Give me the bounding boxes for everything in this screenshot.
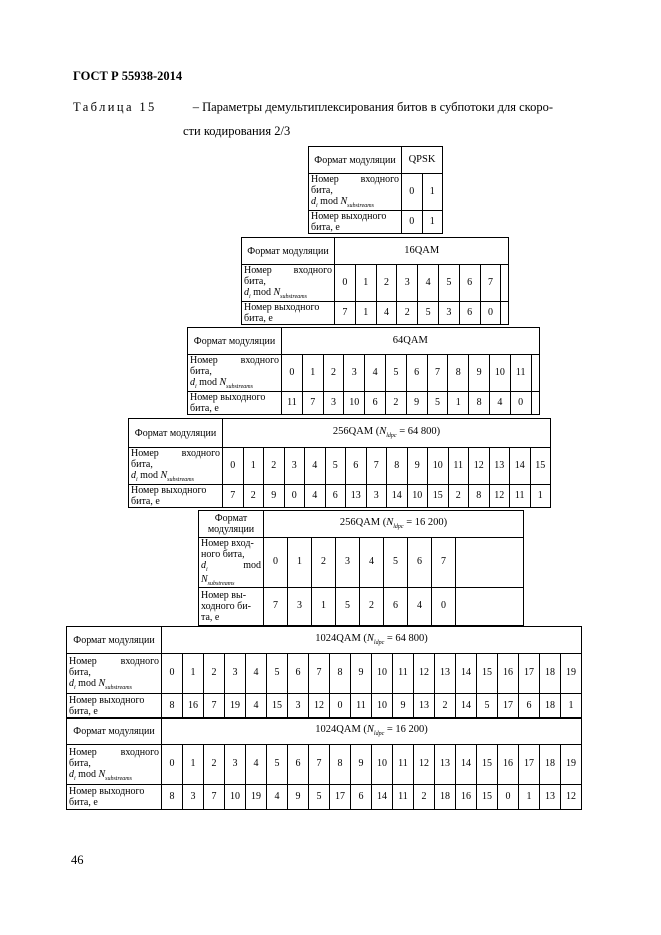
- modulation-title: 64QAM: [282, 328, 540, 355]
- output-bit-cell: 0: [284, 485, 305, 508]
- title-n-symbol: N: [366, 724, 374, 736]
- input-bit-cell: 5: [385, 355, 406, 392]
- input-bit-cell: 15: [530, 448, 551, 485]
- input-label-line2: бита,: [190, 366, 212, 378]
- empty-cell: [456, 538, 524, 588]
- modulation-title: [223, 419, 551, 448]
- title-text: 256QAM (: [332, 426, 380, 438]
- empty-cell: [501, 302, 509, 325]
- output-bit-cell: 12: [489, 485, 510, 508]
- table-caption: [73, 100, 593, 115]
- output-bit-cell: 4: [376, 302, 397, 325]
- caption-text-line1: – Параметры демультиплексирования битов в субпотоки для скоро-: [192, 100, 554, 114]
- output-bit-cell: 18: [540, 694, 561, 719]
- output-bit-cell: 2: [360, 588, 384, 626]
- input-bit-cell: 4: [246, 745, 267, 785]
- input-bit-label: [67, 745, 162, 785]
- title-value: = 64 800): [384, 633, 428, 645]
- output-bit-cell: 8: [162, 785, 183, 810]
- symbol-n: N: [98, 768, 106, 780]
- input-bit-label: [242, 265, 335, 302]
- input-label-line3: [201, 560, 261, 574]
- input-bit-cell: 3: [344, 355, 365, 392]
- output-bit-cell: 13: [414, 694, 435, 719]
- input-label-line2: бита,: [311, 185, 333, 197]
- demux-table-1024QAM-64800: [66, 626, 582, 719]
- output-bit-cell: 19: [246, 785, 267, 810]
- symbol-d: d: [244, 287, 249, 299]
- title-ldpc-subscript: ldpc: [373, 640, 385, 647]
- input-bit-cell: 7: [309, 654, 330, 694]
- empty-cell: [456, 588, 524, 626]
- output-bit-cell: 2: [397, 302, 418, 325]
- input-bit-cell: 1: [355, 265, 376, 302]
- substreams-subscript: substreams: [280, 294, 307, 301]
- output-bit-cell: 11: [351, 694, 372, 719]
- input-bit-label: [309, 174, 402, 211]
- input-bit-cell: 0: [223, 448, 244, 485]
- output-bit-cell: 2: [243, 485, 264, 508]
- output-bit-cell: 0: [510, 392, 531, 415]
- input-bit-cell: 13: [489, 448, 510, 485]
- output-bit-cell: 6: [519, 694, 540, 719]
- input-bit-cell: 3: [336, 538, 360, 588]
- input-label-line1: Номер входного: [131, 448, 220, 460]
- input-bit-cell: 1: [288, 538, 312, 588]
- output-bit-cell: 14: [372, 785, 393, 810]
- output-bit-cell: 5: [309, 785, 330, 810]
- output-bit-cell: 9: [288, 785, 309, 810]
- substreams-subscript: substreams: [347, 203, 374, 210]
- output-bit-cell: 0: [432, 588, 456, 626]
- symbol-d: d: [190, 377, 195, 389]
- output-bit-cell: 1: [448, 392, 469, 415]
- substreams-subscript: substreams: [105, 684, 132, 691]
- input-bit-cell: 7: [309, 745, 330, 785]
- symbol-i: i: [74, 684, 76, 691]
- output-bit-cell: 1: [355, 302, 376, 325]
- input-bit-cell: 6: [288, 654, 309, 694]
- output-bit-cell: 1: [519, 785, 540, 810]
- format-label: Формат модуляции: [309, 147, 402, 174]
- output-bit-cell: 12: [561, 785, 582, 810]
- symbol-n: N: [160, 470, 168, 482]
- input-label-line1: Номер входного: [190, 355, 279, 367]
- output-bit-cell: 17: [498, 694, 519, 719]
- output-bit-cell: 8: [469, 392, 490, 415]
- symbol-d: d: [311, 196, 316, 208]
- input-bit-cell: 12: [414, 745, 435, 785]
- input-bit-cell: 6: [406, 355, 427, 392]
- input-bit-cell: 15: [477, 745, 498, 785]
- input-bit-cell: 8: [387, 448, 408, 485]
- input-bit-cell: 5: [267, 745, 288, 785]
- mod-text: mod: [137, 470, 161, 482]
- input-label-line3: [311, 196, 399, 210]
- mod-text: mod: [317, 196, 341, 208]
- symbol-i: i: [316, 203, 318, 210]
- input-bit-cell: 7: [432, 538, 456, 588]
- title-text: 1024QAM (: [315, 633, 367, 645]
- title-ldpc-subscript: ldpc: [373, 731, 385, 738]
- input-bit-label: [188, 355, 282, 392]
- format-label: Формат модуляции: [199, 511, 264, 538]
- input-label-line3: [69, 678, 159, 692]
- output-bit-cell: 15: [477, 785, 498, 810]
- input-bit-cell: 7: [427, 355, 448, 392]
- input-bit-cell: 18: [540, 654, 561, 694]
- input-label-line2: бита,: [244, 276, 266, 288]
- input-bit-cell: 14: [456, 745, 477, 785]
- input-bit-cell: 12: [469, 448, 490, 485]
- input-bit-cell: 0: [162, 654, 183, 694]
- output-bit-cell: 5: [427, 392, 448, 415]
- title-ldpc-subscript: ldpc: [386, 433, 397, 440]
- output-bit-cell: 3: [288, 694, 309, 719]
- mod-text: mod: [250, 287, 274, 299]
- input-bit-cell: 10: [372, 745, 393, 785]
- demux-table-16QAM: [241, 237, 509, 325]
- output-bit-cell: 4: [489, 392, 510, 415]
- output-bit-cell: 0: [402, 211, 423, 234]
- input-label-line3: [190, 377, 279, 391]
- input-bit-cell: 14: [510, 448, 531, 485]
- input-bit-cell: 9: [407, 448, 428, 485]
- input-bit-cell: 11: [393, 654, 414, 694]
- output-bit-cell: 5: [336, 588, 360, 626]
- modulation-title: [264, 511, 524, 538]
- output-bit-cell: 17: [330, 785, 351, 810]
- output-bit-cell: 9: [406, 392, 427, 415]
- input-bit-cell: 18: [540, 745, 561, 785]
- output-bit-cell: 4: [267, 785, 288, 810]
- input-bit-cell: 10: [372, 654, 393, 694]
- input-bit-cell: 6: [288, 745, 309, 785]
- symbol-n: N: [219, 377, 227, 389]
- symbol-d: d: [69, 768, 74, 780]
- title-value: = 64 800): [396, 426, 441, 438]
- input-label-line2: бита,: [69, 757, 91, 769]
- input-bit-cell: 16: [498, 745, 519, 785]
- standard-header: ГОСТ Р 55938-2014: [73, 69, 183, 83]
- output-bit-cell: 1: [561, 694, 582, 719]
- format-label: Формат модуляции: [188, 328, 282, 355]
- input-bit-cell: 17: [519, 745, 540, 785]
- output-bit-cell: 3: [366, 485, 387, 508]
- output-bit-cell: 15: [428, 485, 449, 508]
- output-bit-cell: 7: [223, 485, 244, 508]
- input-bit-cell: 2: [312, 538, 336, 588]
- title-n-symbol: N: [386, 517, 394, 529]
- output-bit-cell: 11: [510, 485, 531, 508]
- input-label-line1: Номер вход-: [201, 538, 254, 549]
- input-bit-cell: 0: [264, 538, 288, 588]
- input-bit-cell: 9: [351, 654, 372, 694]
- input-bit-cell: 5: [325, 448, 346, 485]
- modulation-title: [162, 627, 582, 654]
- symbol-n: N: [98, 677, 106, 689]
- substreams-subscript: substreams: [167, 477, 194, 484]
- input-bit-cell: 13: [435, 654, 456, 694]
- output-bit-cell: 0: [330, 694, 351, 719]
- symbol-i: i: [136, 477, 138, 484]
- output-label-line1: Номер вы-: [201, 590, 247, 602]
- output-bit-cell: 13: [346, 485, 367, 508]
- input-bit-cell: 3: [397, 265, 418, 302]
- title-value: = 16 200): [384, 724, 428, 736]
- input-bit-cell: 5: [384, 538, 408, 588]
- input-bit-cell: 3: [225, 654, 246, 694]
- input-bit-label: [67, 654, 162, 694]
- symbol-d: d: [201, 560, 206, 571]
- input-bit-cell: 9: [351, 745, 372, 785]
- input-bit-cell: 4: [305, 448, 326, 485]
- input-bit-cell: 8: [330, 654, 351, 694]
- output-bit-cell: 6: [325, 485, 346, 508]
- input-bit-cell: 0: [402, 174, 423, 211]
- substreams-subscript: substreams: [105, 775, 132, 782]
- input-bit-cell: 8: [330, 745, 351, 785]
- title-n-symbol: N: [366, 633, 374, 645]
- output-bit-cell: 5: [477, 694, 498, 719]
- symbol-i: i: [195, 384, 197, 391]
- title-value: = 16 200): [403, 517, 448, 529]
- input-bit-cell: 1: [183, 654, 204, 694]
- substreams-subscript: substreams: [207, 580, 235, 587]
- input-bit-cell: 1: [422, 174, 443, 211]
- input-bit-cell: 0: [162, 745, 183, 785]
- modulation-title: [162, 718, 582, 745]
- output-bit-cell: 2: [414, 785, 435, 810]
- input-bit-cell: 6: [408, 538, 432, 588]
- output-bit-cell: 14: [387, 485, 408, 508]
- title-n-symbol: N: [379, 426, 387, 438]
- output-bit-cell: 14: [456, 694, 477, 719]
- caption-label: Таблица 15: [73, 100, 157, 114]
- output-label-line2: ходного би-: [201, 601, 251, 613]
- output-bit-label: [199, 588, 264, 626]
- symbol-n: N: [340, 196, 348, 208]
- input-label-line3: [69, 769, 159, 783]
- output-bit-label: Номер выходного бита, e: [67, 785, 162, 810]
- output-bit-label: Номер выходного бита, e: [188, 392, 282, 415]
- mod-text: mod: [243, 560, 261, 571]
- output-bit-cell: 7: [204, 694, 225, 719]
- input-label-line1: Номер входного: [311, 174, 399, 186]
- title-text: 1024QAM (: [315, 724, 367, 736]
- input-bit-cell: 19: [561, 745, 582, 785]
- input-label-line2: бита,: [131, 459, 153, 471]
- output-bit-cell: 0: [480, 302, 501, 325]
- demux-table-64QAM: [187, 327, 540, 415]
- demux-table-QPSK: [308, 146, 443, 234]
- empty-cell: [501, 265, 509, 302]
- input-bit-cell: 17: [519, 654, 540, 694]
- output-bit-cell: 10: [407, 485, 428, 508]
- output-bit-cell: 1: [422, 211, 443, 234]
- input-bit-cell: 2: [376, 265, 397, 302]
- output-bit-cell: 6: [351, 785, 372, 810]
- demux-table-256QAM-16200: [198, 510, 524, 626]
- input-bit-cell: 0: [282, 355, 303, 392]
- page-number: 46: [71, 853, 84, 867]
- output-bit-label: Номер выходного бита, e: [309, 211, 402, 234]
- output-bit-cell: 2: [435, 694, 456, 719]
- input-label-line2: ного бита,: [201, 549, 245, 560]
- output-label-line3: та, е: [201, 612, 220, 624]
- input-bit-cell: 16: [498, 654, 519, 694]
- format-label: Формат модуляции: [67, 627, 162, 654]
- input-label-line1: Номер входного: [69, 746, 159, 758]
- symbol-d: d: [131, 470, 136, 482]
- output-bit-cell: 8: [162, 694, 183, 719]
- symbol-d: d: [69, 677, 74, 689]
- output-bit-cell: 7: [264, 588, 288, 626]
- input-bit-cell: 4: [418, 265, 439, 302]
- empty-cell: [531, 392, 539, 415]
- input-bit-cell: 9: [469, 355, 490, 392]
- input-bit-cell: 2: [204, 745, 225, 785]
- format-label: Формат модуляции: [242, 238, 335, 265]
- output-bit-label: Номер выходного бита, e: [242, 302, 335, 325]
- output-bit-cell: 12: [309, 694, 330, 719]
- substreams-subscript: substreams: [226, 384, 253, 391]
- output-bit-cell: 0: [498, 785, 519, 810]
- output-bit-cell: 3: [183, 785, 204, 810]
- input-bit-cell: 11: [448, 448, 469, 485]
- caption-text-line2: сти кодирования 2/3: [183, 124, 291, 138]
- input-bit-cell: 13: [435, 745, 456, 785]
- output-bit-cell: 6: [365, 392, 386, 415]
- title-ldpc-subscript: ldpc: [393, 524, 404, 531]
- output-bit-cell: 15: [267, 694, 288, 719]
- input-bit-cell: 11: [393, 745, 414, 785]
- input-bit-cell: 11: [510, 355, 531, 392]
- output-bit-cell: 9: [393, 694, 414, 719]
- mod-text: mod: [196, 377, 220, 389]
- output-bit-cell: 6: [384, 588, 408, 626]
- input-bit-cell: 4: [365, 355, 386, 392]
- output-bit-cell: 8: [469, 485, 490, 508]
- modulation-title: 16QAM: [335, 238, 509, 265]
- output-bit-cell: 11: [393, 785, 414, 810]
- output-bit-cell: 18: [435, 785, 456, 810]
- demux-table-1024QAM-16200: [66, 717, 582, 810]
- symbol-i: i: [249, 294, 251, 301]
- output-bit-label: Номер выходного бита, e: [129, 485, 223, 508]
- output-bit-cell: 3: [288, 588, 312, 626]
- output-bit-cell: 7: [204, 785, 225, 810]
- input-bit-label: [199, 538, 264, 588]
- symbol-n: N: [273, 287, 281, 299]
- symbol-i: i: [206, 567, 208, 573]
- input-label-line3: [131, 470, 220, 484]
- output-bit-cell: 1: [530, 485, 551, 508]
- output-bit-cell: 4: [408, 588, 432, 626]
- output-bit-cell: 1: [312, 588, 336, 626]
- mod-text: mod: [75, 768, 99, 780]
- input-bit-cell: 7: [366, 448, 387, 485]
- input-bit-cell: 12: [414, 654, 435, 694]
- input-bit-cell: 2: [323, 355, 344, 392]
- empty-cell: [531, 355, 539, 392]
- input-bit-label: [129, 448, 223, 485]
- input-bit-cell: 6: [459, 265, 480, 302]
- di-symbol: [201, 560, 208, 571]
- output-bit-label: Номер выходного бита, e: [67, 694, 162, 719]
- input-bit-cell: 4: [246, 654, 267, 694]
- output-bit-cell: 4: [246, 694, 267, 719]
- output-bit-cell: 9: [264, 485, 285, 508]
- output-bit-cell: 16: [456, 785, 477, 810]
- output-bit-cell: 6: [459, 302, 480, 325]
- input-label-line4: [201, 574, 261, 588]
- output-bit-cell: 13: [540, 785, 561, 810]
- input-bit-cell: 14: [456, 654, 477, 694]
- output-bit-cell: 5: [418, 302, 439, 325]
- output-bit-cell: 16: [183, 694, 204, 719]
- output-bit-cell: 11: [282, 392, 303, 415]
- input-bit-cell: 5: [438, 265, 459, 302]
- input-bit-cell: 7: [480, 265, 501, 302]
- input-bit-cell: 8: [448, 355, 469, 392]
- output-bit-cell: 2: [448, 485, 469, 508]
- input-bit-cell: 4: [360, 538, 384, 588]
- input-bit-cell: 19: [561, 654, 582, 694]
- symbol-n: N: [201, 573, 208, 585]
- output-bit-cell: 10: [372, 694, 393, 719]
- input-bit-cell: 5: [267, 654, 288, 694]
- modulation-title: QPSK: [402, 147, 443, 174]
- input-bit-cell: 3: [284, 448, 305, 485]
- input-label-line1: Номер входного: [69, 655, 159, 667]
- format-label: Формат модуляции: [67, 718, 162, 745]
- input-bit-cell: 3: [225, 745, 246, 785]
- input-label-line2: бита,: [69, 666, 91, 678]
- input-bit-cell: 1: [183, 745, 204, 785]
- output-bit-cell: 2: [385, 392, 406, 415]
- input-bit-cell: 6: [346, 448, 367, 485]
- output-bit-cell: 10: [344, 392, 365, 415]
- format-label: Формат модуляции: [129, 419, 223, 448]
- output-bit-cell: 3: [438, 302, 459, 325]
- input-bit-cell: 1: [302, 355, 323, 392]
- input-bit-cell: 2: [204, 654, 225, 694]
- output-bit-cell: 3: [323, 392, 344, 415]
- input-bit-cell: 15: [477, 654, 498, 694]
- output-bit-cell: 7: [335, 302, 356, 325]
- input-label-line3: [244, 287, 332, 301]
- output-bit-cell: 10: [225, 785, 246, 810]
- input-bit-cell: 10: [489, 355, 510, 392]
- input-bit-cell: 2: [264, 448, 285, 485]
- input-bit-cell: 10: [428, 448, 449, 485]
- input-label-line1: Номер входного: [244, 265, 332, 277]
- input-bit-cell: 0: [335, 265, 356, 302]
- output-bit-cell: 7: [302, 392, 323, 415]
- demux-table-256QAM-64800: [128, 418, 551, 508]
- title-text: 256QAM (: [339, 517, 387, 529]
- mod-text: mod: [75, 677, 99, 689]
- output-bit-cell: 4: [305, 485, 326, 508]
- output-bit-cell: 19: [225, 694, 246, 719]
- input-bit-cell: 1: [243, 448, 264, 485]
- symbol-i: i: [74, 775, 76, 782]
